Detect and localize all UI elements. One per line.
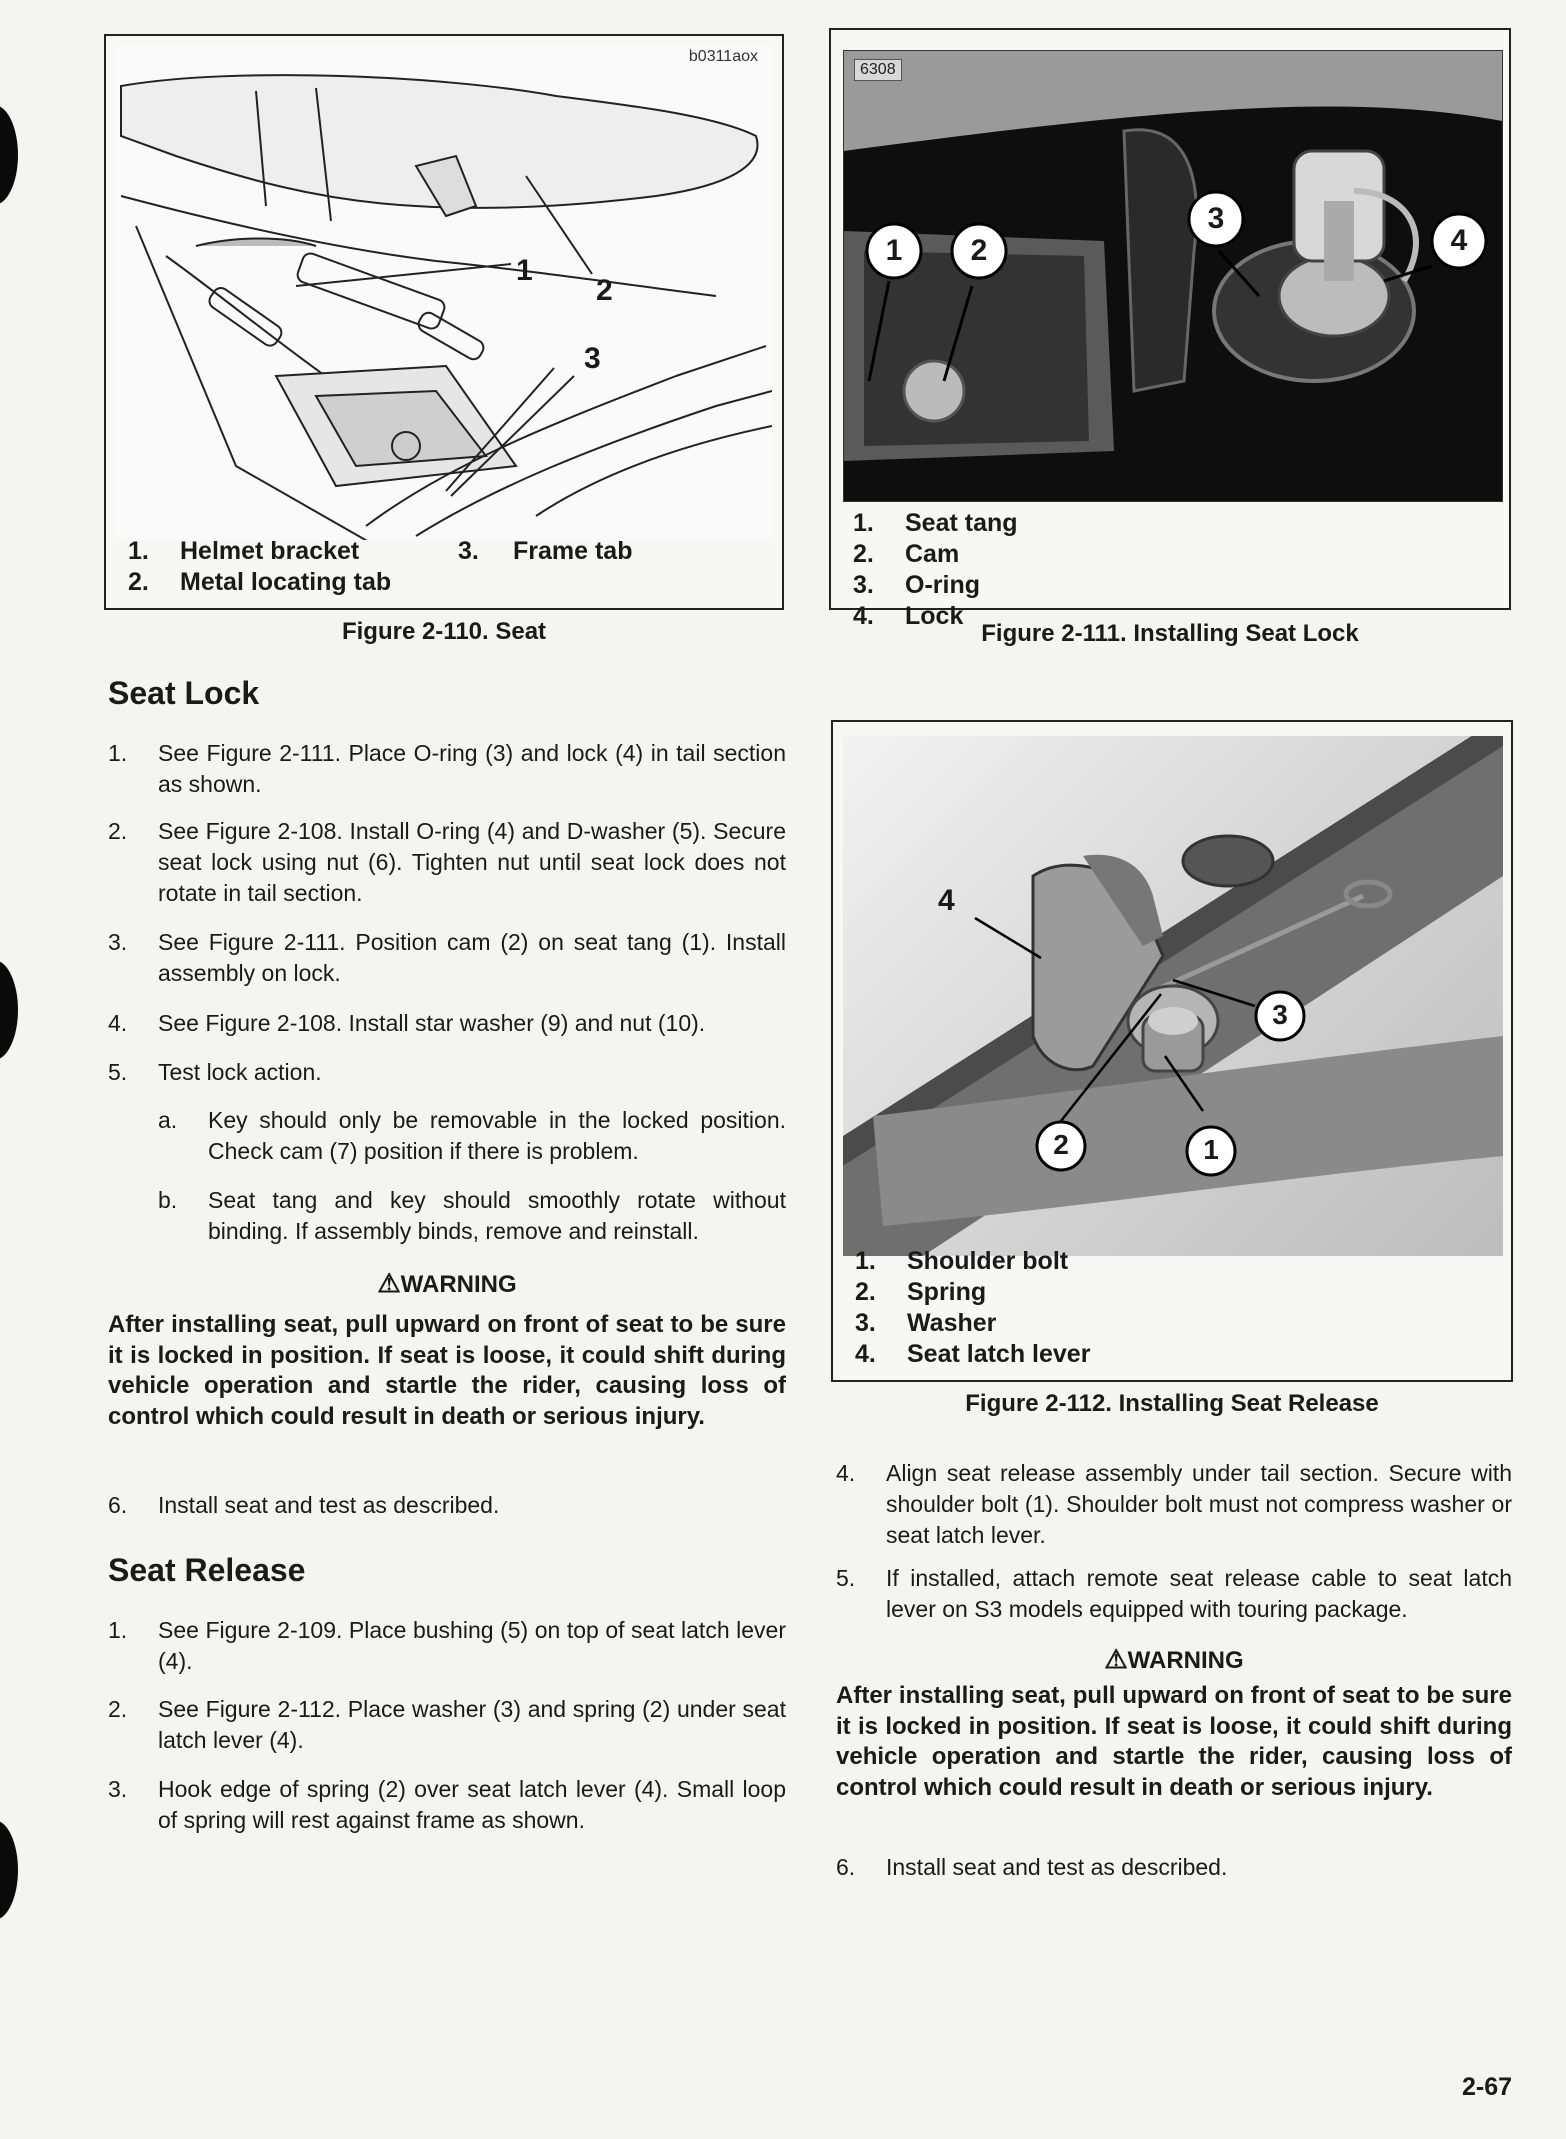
legend-item: 2. Spring [855, 1278, 987, 1306]
figure-code: 6308 [854, 59, 902, 81]
legend-item: 1. Shoulder bolt [855, 1247, 1069, 1275]
callout-1: 1 [885, 234, 903, 267]
callout-2: 2 [970, 234, 988, 267]
legend-item: 2. Metal locating tab [128, 568, 392, 596]
callout-4: 4 [1450, 224, 1468, 257]
seat-release-illustration [843, 736, 1503, 1256]
page-number: 2-67 [1462, 2073, 1513, 2101]
warning-text: After installing seat, pull upward on front of seat to be sure it is locked in position. If seat is loose, it could shift during vehicle operation and startle the rider, causing loss of control which could result in death or serious injury. [836, 1682, 1512, 1801]
figure-legend [458, 536, 632, 567]
binder-hole [0, 960, 18, 1060]
figure-code: b0311aox [688, 48, 758, 65]
warning-triangle-icon: ⚠ [377, 1268, 401, 1298]
seat-lock-photo [843, 50, 1503, 502]
callout-3: 3 [1207, 202, 1225, 235]
warning-text: After installing seat, pull upward on front of seat to be sure it is locked in position. If seat is loose, it could shift during vehicle operation and startle the rider, causing loss of control which could result in death or serious injury. [108, 1311, 786, 1430]
figure-caption: Figure 2-111. Installing Seat Lock [981, 620, 1359, 647]
figure-caption: Figure 2-110. Seat [341, 618, 547, 645]
warning-triangle-icon: ⚠ [1104, 1644, 1128, 1674]
legend-item: 3. Frame tab [458, 537, 633, 565]
legend-item: 3. Washer [855, 1309, 997, 1337]
figure-2-111 [829, 28, 1511, 630]
binder-hole [0, 1820, 18, 1920]
callout-2: 2 [1053, 1129, 1069, 1160]
figure-caption: Figure 2-112. Installing Seat Release [965, 1390, 1379, 1417]
seat-line-drawing [116, 46, 772, 540]
figure-legend [853, 508, 1018, 632]
callout-2: 2 [596, 274, 613, 307]
figure-legend [855, 1246, 1090, 1370]
warning-title: ⚠WARNING [377, 1268, 517, 1298]
callout-4: 4 [938, 884, 955, 917]
binder-hole [0, 105, 18, 205]
legend-item: 4. Lock [853, 602, 964, 630]
callout-3: 3 [1272, 999, 1288, 1030]
warning-title: ⚠WARNING [1104, 1644, 1244, 1674]
callout-1: 1 [516, 254, 533, 287]
section-heading-seat-lock: Seat Lock [108, 675, 260, 711]
legend-item: 2. Cam [853, 540, 960, 568]
legend-item: 4. Seat latch lever [855, 1340, 1091, 1368]
legend-item: 1. Helmet bracket [128, 537, 360, 565]
legend-item: 3. O-ring [853, 571, 980, 599]
legend-item: 1. Seat tang [853, 509, 1018, 537]
figure-2-112 [831, 720, 1513, 1382]
callout-3: 3 [584, 342, 601, 375]
figure-2-110 [104, 34, 784, 610]
section-heading-seat-release: Seat Release [108, 1552, 306, 1588]
callout-1: 1 [1203, 1134, 1219, 1165]
figure-legend [128, 536, 391, 598]
